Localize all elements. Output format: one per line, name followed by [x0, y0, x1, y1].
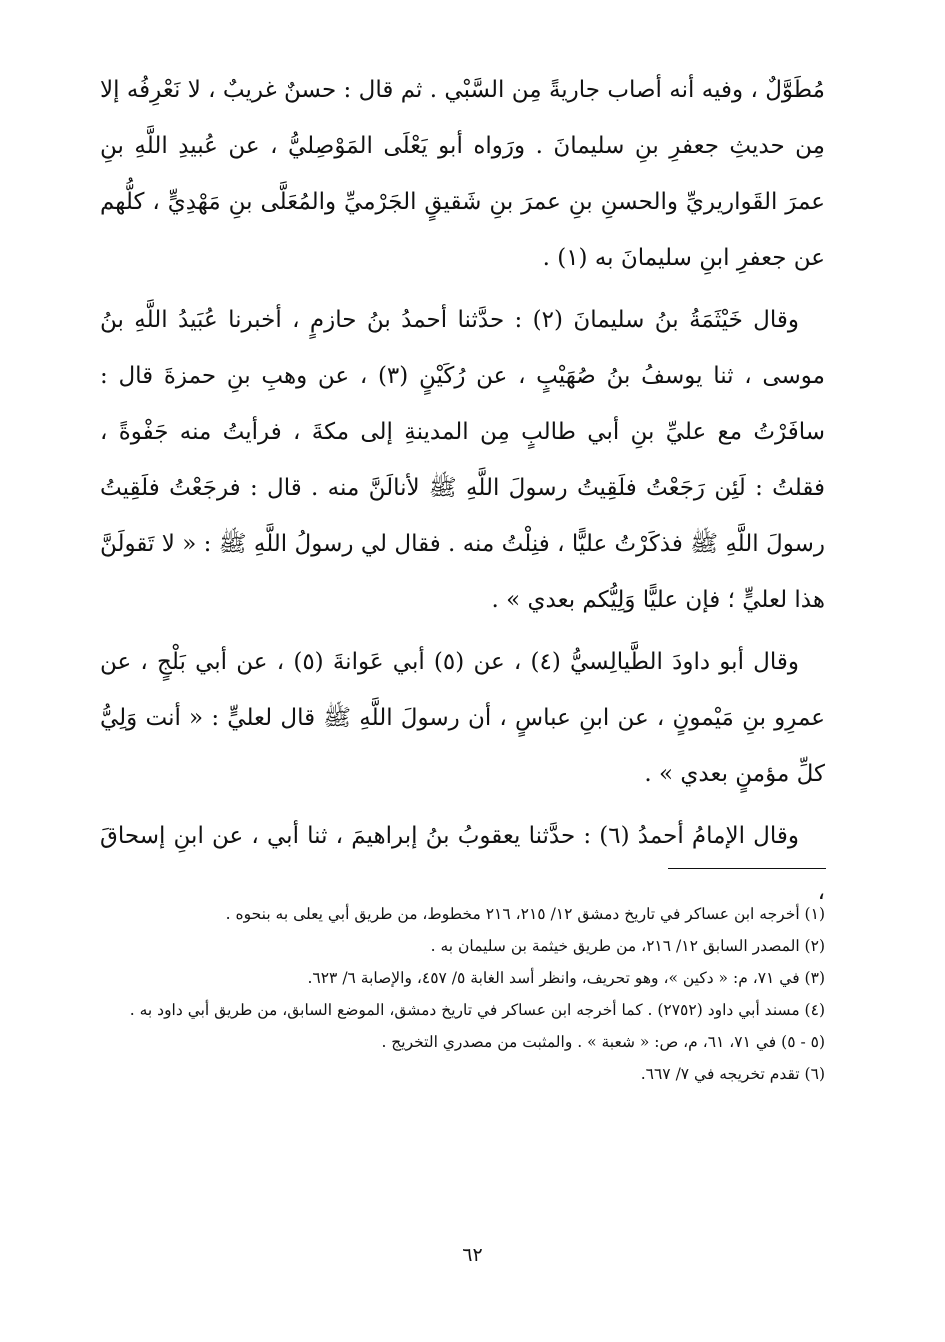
paragraph-4: وقال الإمامُ أحمدُ (٦) : حدَّثنا يعقوبُ بنُ إبراهيمَ ، ثنا أبي ، عن ابنِ إسحاقَ ،	[100, 823, 825, 905]
paragraph-2: وقال خَيْثَمَةُ بنُ سليمانَ (٢) : حدَّثنا أحمدُ بنُ حازمٍ ، أخبرنا عُبَيدُ اللَّهِ بنُ موسى ، ثنا يوسفُ بنُ صُهَيْبٍ ، عن رُكَيْنٍ (٣) ، عن وهبِ بنِ حمزةَ قال : سافَرْتُ مع عليِّ بنِ أبي طالبٍ مِن المدينةِ إلى مكةَ ، فرأيتُ منه جَفْوةً ، فقلتُ : لَئِن رَجَعْتُ فلَقِيتُ رسولَ اللَّهِ ﷺ لأنالَنَّ منه . قال : فرجَعْتُ فلَقِيتُ رسولَ اللَّهِ ﷺ فذكَرْتُ عليًّا ، فنِلْتُ منه . فقال لي رسولُ اللَّهِ ﷺ : « لا تَقولَنَّ هذا لعليٍّ ؛ فإن عليًّا وَلِيُّكم بعدي » .	[100, 307, 825, 613]
footnote-6: (٦) تقدم تخريجه في ٧/ ٦٦٧.	[640, 1065, 825, 1083]
footnote-1: (١) أخرجه ابن عساكر في تاريخ دمشق ١٢/ ٢١٥، ٢١٦ مخطوط، من طريق أبي يعلى به بنحوه .	[225, 905, 825, 923]
footnote-5: (٥ - ٥) في ٧١، ٦١، م، ص: « شعبة » . والمثبت من مصدري التخريج .	[381, 1033, 825, 1051]
footnote-3: (٣) في ٧١، م: « دكين »، وهو تحريف، وانظر أسد الغابة ٥/ ٤٥٧، والإصابة ٦/ ٦٢٣.	[307, 969, 825, 987]
footnotes	[100, 898, 825, 1090]
paragraph-1: مُطَوَّلٌ ، وفيه أنه أصاب جاريةً مِن السَّبْي . ثم قال : حسنٌ غريبٌ ، لا نَعْرِفُه إلا مِن حديثِ جعفرِ بنِ سليمانَ . ورَواه أبو يَعْلَى المَوْصِليُّ ، عن عُبيدِ اللَّهِ بنِ عمرَ القَواريريِّ والحسنِ بنِ عمرَ بنِ شَقيقٍ الجَرْميِّ والمُعَلَّى بنِ مَهْدِيٍّ ، كلُّهم عن جعفرِ ابنِ سليمانَ به (١) .	[100, 77, 825, 271]
paragraph-3: وقال أبو داودَ الطَّيالِسيُّ (٤) ، عن (٥) أبي عَوانةَ (٥) ، عن أبي بَلْجٍ ، عن عمرِو بنِ مَيْمونٍ ، عن ابنِ عباسٍ ، أن رسولَ اللَّهِ ﷺ قال لعليٍّ : « أنت وَلِيُّ كلِّ مؤمنٍ بعدي » .	[100, 649, 825, 787]
footnote-2: (٢) المصدر السابق ١٢/ ٢١٦، من طريق خيثمة بن سليمان به .	[430, 937, 825, 955]
page-number: ٦٢	[462, 1244, 483, 1266]
footnote-4: (٤) مسند أبي داود (٢٧٥٢) . كما أخرجه ابن عساكر في تاريخ دمشق، الموضع السابق، من طريق أبي داود به .	[129, 1001, 825, 1019]
main-text	[100, 62, 825, 920]
footnote-separator	[668, 868, 826, 869]
